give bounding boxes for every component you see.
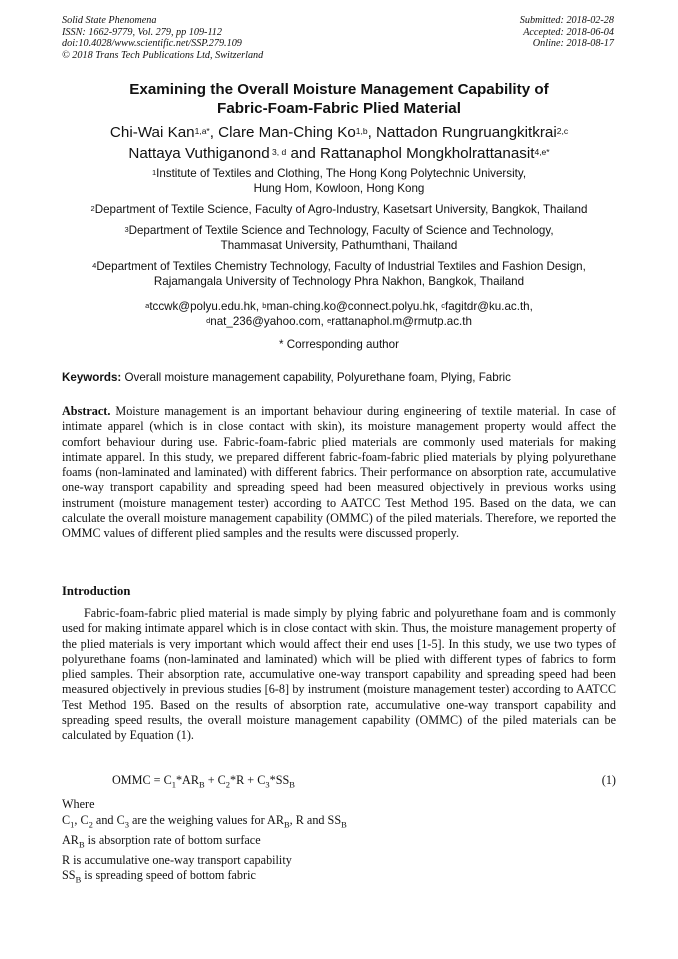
eq-sub: 2 — [225, 779, 231, 790]
keywords — [62, 370, 616, 385]
def-part: , R and SS — [289, 812, 342, 827]
author-list — [30, 122, 648, 164]
def-sub: 1 — [70, 819, 75, 830]
def-part: and C — [92, 812, 125, 827]
email-sup: b — [262, 301, 267, 310]
author-sup: 1,b — [355, 126, 368, 136]
eq-sub: 1 — [171, 779, 176, 790]
keywords-text: Overall moisture management capability, Polyurethane foam, Plying, Fabric — [121, 371, 511, 384]
author-name: , Clare Man-Ching Ko — [209, 124, 356, 141]
affiliation-line: Thammasat University, Pathumthani, Thailand — [220, 239, 458, 252]
email-sup: d — [206, 316, 211, 325]
affiliation-sup: 3 — [124, 225, 129, 234]
online-date: Online: 2018-08-17 — [532, 38, 614, 50]
affiliation-sup: 2 — [90, 204, 95, 213]
eq-part: OMMC = C — [112, 773, 172, 787]
def-part: , C — [74, 812, 89, 827]
accepted-date: Accepted: 2018-06-04 — [523, 26, 614, 38]
where-definitions — [62, 797, 616, 888]
corresponding-author-note: * Corresponding author — [279, 338, 399, 351]
affiliation-4 — [30, 259, 648, 289]
doi-line: doi:10.4028/www.scientific.net/SSP.279.109 — [62, 38, 242, 50]
eq-sub: B — [289, 779, 295, 790]
journal-header-left — [62, 15, 263, 61]
affiliation-sup: 4 — [92, 261, 97, 270]
affiliation-sup: 1 — [151, 168, 157, 177]
author-name: and Rattanaphol Mongkholrattanasit — [286, 145, 535, 162]
email-address: man-ching.ko@connect.polyu.hk, — [266, 300, 442, 313]
equation-1 — [112, 773, 616, 789]
affiliation-1 — [30, 166, 648, 196]
issn-line: ISSN: 1662-9779, Vol. 279, pp 109-112 — [62, 26, 222, 38]
def-part: AR — [62, 832, 79, 847]
author-line-1 — [30, 122, 648, 143]
definition-line-1 — [62, 813, 616, 833]
affiliations — [30, 166, 648, 352]
affiliation-text: Department of Textiles Chemistry Technology, Faculty of Industrial Textiles and Fashion Design, — [96, 260, 586, 273]
where-label: Where — [62, 797, 95, 811]
email-address: fagitdr@ku.ac.th, — [445, 300, 533, 313]
def-sub: B — [341, 819, 347, 830]
eq-part: *SS — [269, 773, 290, 787]
abstract-text: Moisture management is an important behaviour during engineering of textile material. In case of intimate apparel (which is in close contact with skin), its moisture management property would affect the comfort behaviour during use. Fabric-foam-fabric plied materials are commonly used materials for making intimate apparel. In this study, we prepared different fabric-foam-fabric plied materials by plying polyurethane foams (non-laminated and laminated) with different fabrics. Their performance on absorption rate, accumulative one-way transport capability and spreading speed had been measured objectively in previous works using instrument (moisture management tester) according to AATCC Test Method 195. Based on the data, we can calculate the overall moisture management capability (OMMC) of the piled materials. Therefore, we reported the OMMC values of different plied samples and the results were discussed properly. — [62, 404, 616, 541]
def-sub: B — [75, 874, 82, 885]
affiliation-line: Hung Hom, Kowloon, Hong Kong — [253, 182, 425, 195]
submitted-date: Submitted: 2018-02-28 — [519, 15, 614, 26]
email-line-1 — [30, 299, 648, 314]
author-name: Chi-Wai Kan — [109, 124, 195, 141]
journal-header-right — [520, 15, 614, 50]
eq-part: *R + C — [230, 773, 266, 787]
author-name: Nattaya Vuthiganond — [128, 145, 270, 162]
email-address: tccwk@polyu.edu.hk, — [149, 300, 263, 313]
equation-number: (1) — [601, 773, 616, 787]
affiliation-text: Department of Textile Science and Technology, Faculty of Science and Technology, — [128, 224, 554, 237]
journal-name: Solid State Phenomena — [62, 15, 157, 26]
email-address: nat_236@yahoo.com, — [210, 315, 328, 328]
affiliation-text: Department of Textile Science, Faculty of Agro-Industry, Kasetsart University, Bangkok, Thailand — [94, 203, 588, 216]
affiliation-line — [30, 259, 648, 274]
copyright-line: © 2018 Trans Tech Publications Ltd, Switzerland — [62, 49, 264, 61]
affiliation-line — [30, 166, 648, 181]
email-sup: a — [145, 301, 150, 310]
affiliation-text: Institute of Textiles and Clothing, The Hong Kong Polytechnic University, — [156, 167, 527, 180]
eq-part: *AR — [175, 773, 199, 787]
author-name: , Nattadon Rungruangkitkrai — [367, 124, 557, 141]
affiliation-line: Rajamangala University of Technology Phra Nakhon, Bangkok, Thailand — [153, 275, 525, 288]
author-sup: 3, d — [269, 147, 287, 157]
email-line-2 — [30, 314, 648, 329]
author-sup: 2,c — [556, 126, 569, 136]
introduction-heading: Introduction — [62, 584, 131, 598]
email-list — [30, 299, 648, 329]
keywords-label: Keywords: — [62, 371, 122, 384]
author-sup: 1,a* — [194, 126, 210, 136]
title-line-1: Examining the Overall Moisture Management Capability of — [129, 81, 549, 98]
def-part: SS — [62, 868, 76, 883]
abstract — [62, 404, 616, 542]
author-sup: 4,e* — [534, 147, 550, 157]
def-part: is absorption rate of bottom surface — [84, 832, 261, 847]
definition-line-4 — [62, 868, 616, 888]
title-line-2: Fabric-Foam-Fabric Plied Material — [217, 100, 461, 117]
email-sup: e — [327, 316, 332, 325]
definition-line-2 — [62, 833, 616, 853]
email-sup: c — [441, 301, 446, 310]
def-part: C — [62, 812, 71, 827]
affiliation-2 — [30, 202, 648, 217]
email-address: rattanaphol.m@rmutp.ac.th — [331, 315, 472, 328]
def-part: is spreading speed of bottom fabric — [81, 868, 256, 883]
eq-sub: 3 — [265, 779, 270, 790]
affiliation-line — [30, 202, 648, 217]
def-sub: B — [283, 819, 290, 830]
paper-title — [40, 80, 638, 118]
affiliation-3 — [30, 223, 648, 253]
def-sub: 2 — [88, 819, 93, 830]
eq-sub: B — [198, 779, 205, 790]
def-sub: B — [78, 839, 85, 850]
def-sub: 3 — [124, 819, 129, 830]
eq-part: + C — [204, 773, 226, 787]
author-line-2 — [30, 143, 648, 164]
def-part: are the weighing values for AR — [128, 812, 284, 827]
affiliation-line — [30, 223, 648, 238]
abstract-label: Abstract. — [62, 404, 111, 418]
definition-line-3: R is accumulative one-way transport capability — [62, 852, 292, 867]
introduction-paragraph: Fabric-foam-fabric plied material is made simply by plying fabric and polyurethane foam and is commonly used for making intimate apparel which is in close contact with skin. Thus, the moisture management property of the plied materials is very important which would affect their end uses [1-5]. In this study, we use two types of polyurethane foams (non-laminated and laminated) which will be plied with different types of fabrics to form plied samples. Their absorption rate, accumulative one-way transport capability and spreading speed had been measured objectively in previous studies [6-8] by instrument (moisture management tester) according to AATCC Test Method 195. Based on the results of absorption rate, accumulative one-way transport capability and spreading speed results, the overall moisture management capability (OMMC) of the piled materials can be calculated by Equation (1). — [62, 606, 616, 743]
